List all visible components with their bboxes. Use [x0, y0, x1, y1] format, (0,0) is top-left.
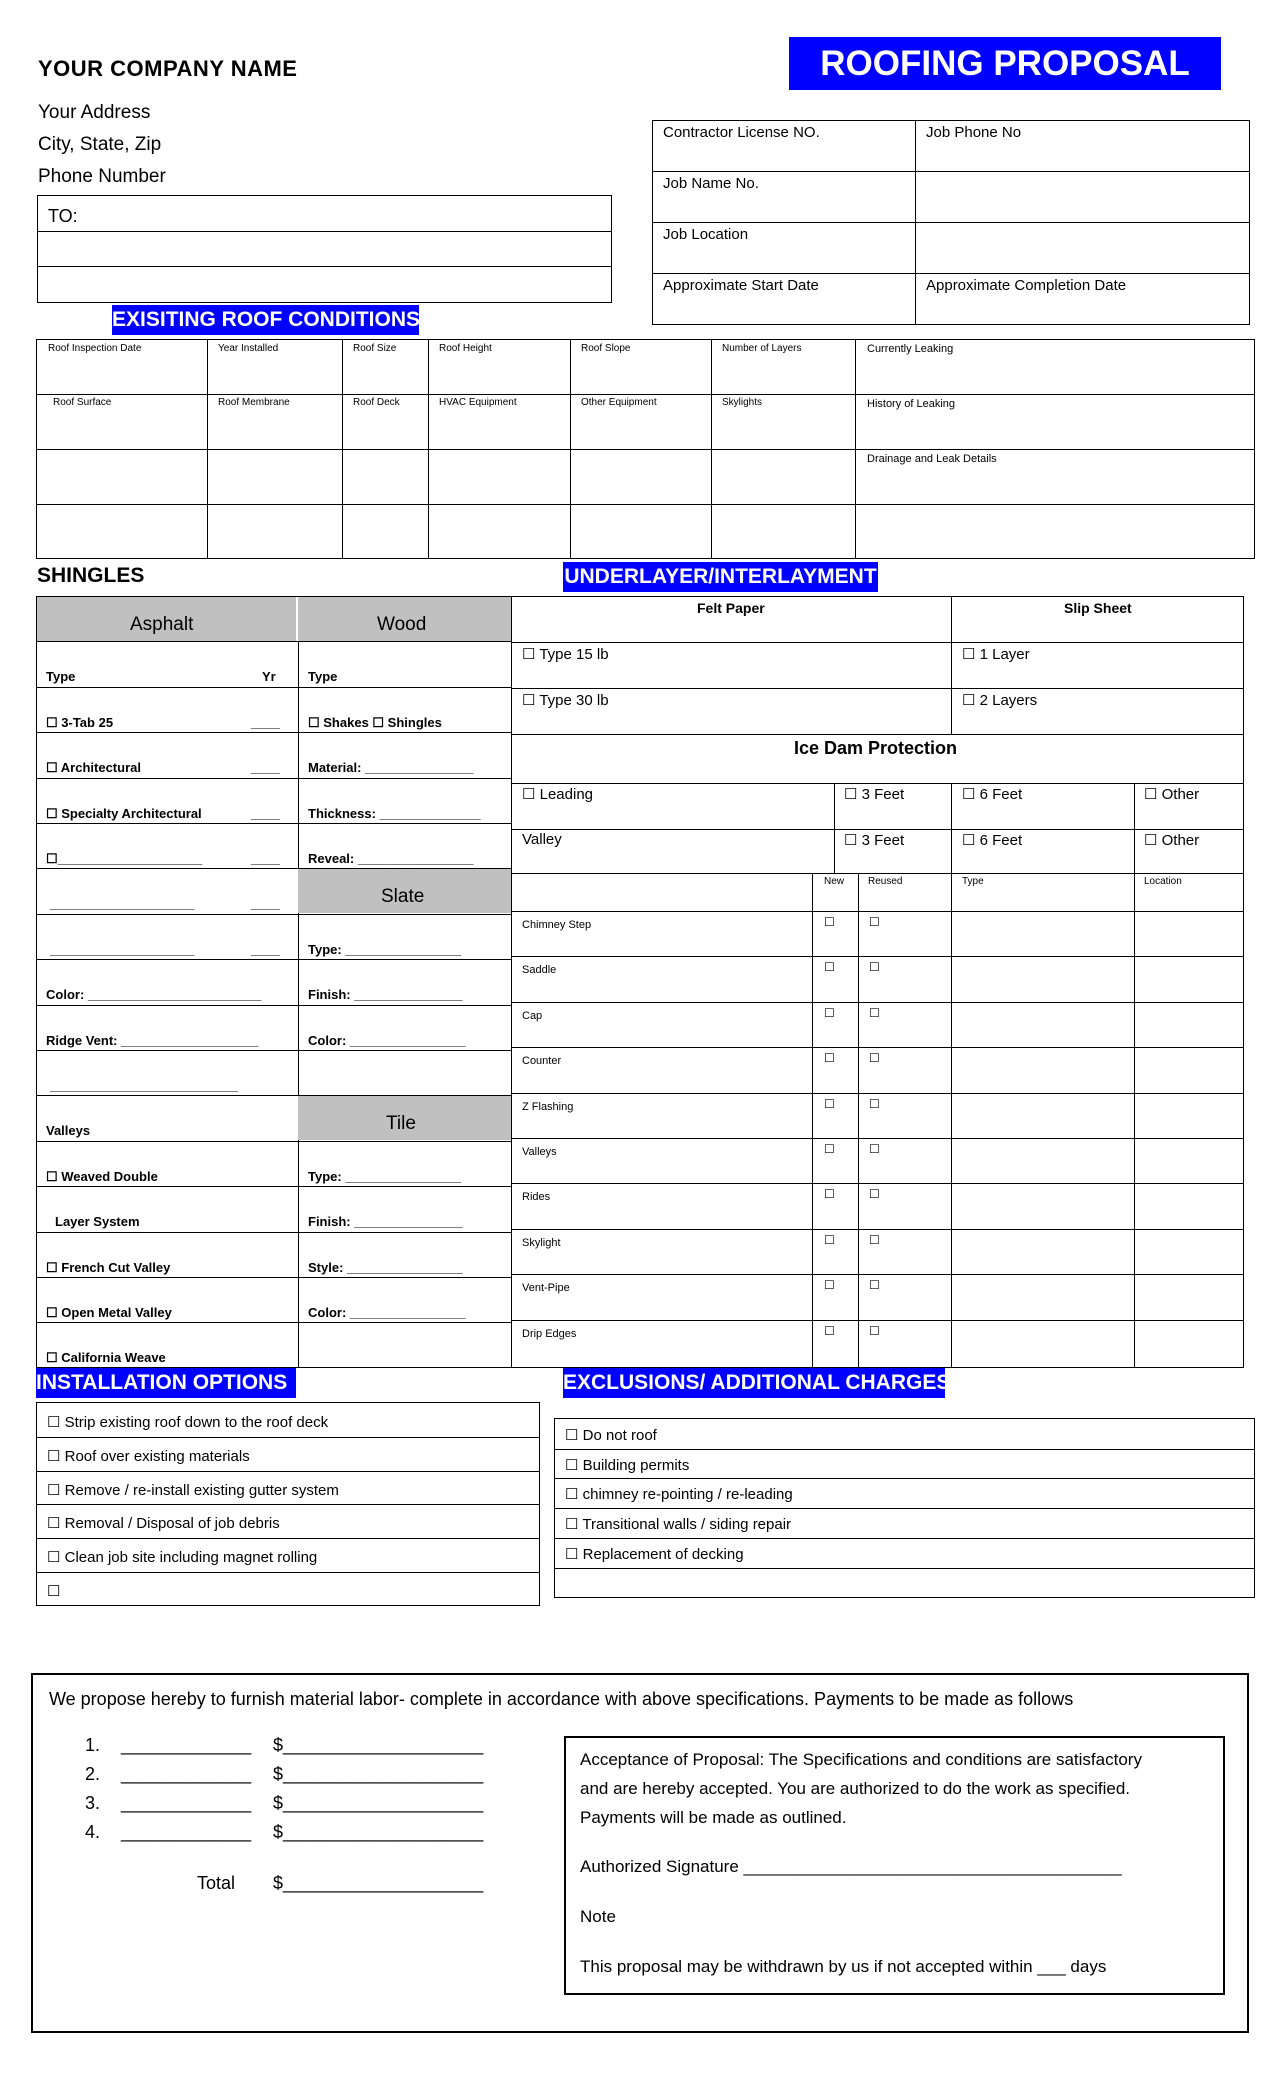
- shingle-left-item[interactable]: ____________________: [50, 896, 195, 912]
- shingle-left-item[interactable]: Ridge Vent: ___________________: [46, 1032, 259, 1048]
- company-address: Your Address: [38, 102, 151, 123]
- install-option[interactable]: ☐ Remove / re-install existing gutter system: [47, 1481, 339, 1499]
- shingles-title: SHINGLES: [37, 564, 145, 587]
- leading-6-feet[interactable]: ☐ 6 Feet: [962, 786, 1023, 803]
- to-box: [37, 195, 612, 303]
- shingle-left-item[interactable]: ☐ Weaved Double: [46, 1168, 158, 1184]
- roof-height[interactable]: Roof Height: [439, 343, 492, 354]
- withdraw-text: This proposal may be withdrawn by us if not accepted within ___ days: [580, 1957, 1107, 1976]
- flashing-row-label: Z Flashing: [522, 1100, 574, 1113]
- shingle-right-item[interactable]: Color: ________________: [308, 1032, 466, 1048]
- payment-line-number: 4.: [85, 1822, 101, 1842]
- roof-size[interactable]: Roof Size: [353, 343, 397, 354]
- underlay-grid: [511, 596, 1244, 874]
- total-amount[interactable]: $____________________: [273, 1873, 484, 1893]
- type-15-checkbox[interactable]: ☐ Type 15 lb: [522, 646, 609, 663]
- payment-line-description[interactable]: _____________: [121, 1764, 252, 1784]
- flashing-reused-checkbox[interactable]: ☐: [869, 1278, 880, 1293]
- shingle-left-item[interactable]: ☐ 3-Tab 25: [46, 714, 114, 730]
- shingle-left-item[interactable]: ____________________: [50, 941, 195, 957]
- year-blank[interactable]: ____: [251, 941, 280, 957]
- shingle-right-item[interactable]: Type: [308, 669, 338, 685]
- flashing-new-checkbox[interactable]: ☐: [824, 1278, 835, 1293]
- slate-header: Slate: [381, 886, 425, 908]
- payment-line-amount[interactable]: $____________________: [273, 1822, 484, 1842]
- shingle-right-item[interactable]: Style: ________________: [308, 1259, 463, 1275]
- job-info-table: [652, 120, 1250, 325]
- total-label: Total: [197, 1873, 236, 1893]
- year-blank[interactable]: ____: [251, 851, 280, 866]
- payment-line-amount[interactable]: $____________________: [273, 1764, 484, 1784]
- flashing-reused-checkbox[interactable]: ☐: [869, 1187, 880, 1202]
- flashing-reused-checkbox[interactable]: ☐: [869, 1323, 880, 1338]
- wood-header: Wood: [377, 614, 427, 635]
- history-of-leaking[interactable]: History of Leaking: [867, 398, 956, 410]
- shingle-left-item[interactable]: ☐ Open Metal Valley: [46, 1305, 172, 1320]
- exclusion-item[interactable]: ☐ Transitional walls / siding repair: [565, 1516, 792, 1534]
- shingle-left-item[interactable]: __________________________: [50, 1078, 238, 1093]
- flashing-reused-checkbox[interactable]: ☐: [869, 1096, 880, 1111]
- shingle-left-item[interactable]: ☐ Architectural: [46, 760, 141, 776]
- year-blank[interactable]: ____: [251, 714, 280, 730]
- shingle-right-item[interactable]: Thickness: ______________: [308, 805, 481, 821]
- payment-line-description[interactable]: _____________: [121, 1793, 252, 1813]
- existing-grid: [36, 339, 1255, 559]
- contractor-license[interactable]: Contractor License NO.: [653, 121, 916, 172]
- roof-surface[interactable]: Roof Surface: [53, 397, 112, 408]
- slip-sheet-header: Slip Sheet: [1064, 600, 1132, 616]
- roof-membrane[interactable]: Roof Membrane: [218, 397, 290, 408]
- leading-checkbox[interactable]: ☐ Leading: [522, 786, 594, 803]
- valley-other[interactable]: ☐ Other: [1144, 832, 1200, 849]
- flashing-reused-header: Reused: [868, 876, 903, 887]
- shingle-left-item[interactable]: Valleys: [46, 1123, 91, 1139]
- skylights[interactable]: Skylights: [722, 397, 763, 408]
- shingle-left-item[interactable]: Color: ________________________: [46, 987, 262, 1003]
- year-installed[interactable]: Year Installed: [218, 343, 279, 354]
- exclusion-item[interactable]: ☐ Do not roof: [565, 1427, 657, 1444]
- asphalt-header: Asphalt: [130, 614, 194, 635]
- flashing-new-checkbox[interactable]: ☐: [824, 960, 835, 975]
- company-phone: Phone Number: [38, 166, 166, 187]
- flashing-reused-checkbox[interactable]: ☐: [869, 1142, 880, 1156]
- drainage-leak-details[interactable]: Drainage and Leak Details: [867, 453, 997, 465]
- shingle-right-item[interactable]: Material: _______________: [308, 760, 474, 776]
- flashing-new-checkbox[interactable]: ☐: [824, 1187, 835, 1202]
- roof-deck[interactable]: Roof Deck: [353, 397, 400, 408]
- job-name[interactable]: Job Name No.: [653, 172, 916, 223]
- flashing-new-checkbox[interactable]: ☐: [824, 1142, 835, 1156]
- acceptance-text-3: Payments will be made as outlined.: [580, 1808, 847, 1827]
- leading-other[interactable]: ☐ Other: [1144, 786, 1200, 803]
- flashing-reused-checkbox[interactable]: ☐: [869, 1005, 880, 1020]
- one-layer-checkbox[interactable]: ☐ 1 Layer: [962, 646, 1030, 663]
- exclusion-item[interactable]: ☐ Replacement of decking: [565, 1545, 744, 1563]
- year-blank[interactable]: ____: [251, 805, 280, 821]
- year-label: Yr: [262, 669, 276, 685]
- flashing-row-label: Chimney Step: [522, 919, 592, 931]
- type-30-checkbox[interactable]: ☐ Type 30 lb: [522, 692, 609, 709]
- install-option[interactable]: ☐ Strip existing roof down to the roof deck: [47, 1414, 329, 1431]
- shingle-left-item[interactable]: ☐____________________: [46, 851, 203, 866]
- flashing-new-checkbox[interactable]: ☐: [824, 1005, 835, 1020]
- flashing-new-checkbox[interactable]: ☐: [824, 1051, 835, 1066]
- shingle-left-item[interactable]: Layer System: [55, 1214, 140, 1230]
- flashing-row-label: Rides: [522, 1191, 551, 1204]
- currently-leaking[interactable]: Currently Leaking: [867, 343, 954, 355]
- shingle-right-item[interactable]: Finish: _______________: [308, 1214, 463, 1230]
- shingle-right-item[interactable]: ☐ Shakes ☐ Shingles: [308, 714, 442, 730]
- roof-slope[interactable]: Roof Slope: [581, 343, 631, 354]
- exclusion-item[interactable]: ☐ chimney re-pointing / re-leading: [565, 1486, 793, 1504]
- flashing-new-checkbox[interactable]: ☐: [824, 915, 835, 929]
- shingle-right-item[interactable]: Type: ________________: [308, 941, 461, 957]
- flashing-row-label: Drip Edges: [522, 1327, 577, 1340]
- payment-box: [31, 1673, 1249, 2033]
- note-label[interactable]: Note: [580, 1907, 616, 1926]
- flashing-reused-checkbox[interactable]: ☐: [869, 960, 880, 975]
- two-layers-checkbox[interactable]: ☐ 2 Layers: [962, 692, 1038, 709]
- to-label: TO:: [48, 206, 78, 226]
- shingle-left-item[interactable]: ☐ Specialty Architectural: [46, 805, 202, 821]
- install-option[interactable]: ☐ Clean job site including magnet rolling: [47, 1549, 318, 1567]
- payment-line-amount[interactable]: $____________________: [273, 1793, 484, 1813]
- leading-3-feet[interactable]: ☐ 3 Feet: [844, 786, 905, 803]
- flashing-row-label: Counter: [522, 1055, 562, 1068]
- exclusions-title: EXCLUSIONS/ ADDITIONAL CHARGES: [563, 1368, 945, 1398]
- valley-3-feet[interactable]: ☐ 3 Feet: [844, 832, 905, 849]
- flashing-reused-checkbox[interactable]: ☐: [869, 915, 880, 929]
- install-option[interactable]: ☐ Roof over existing materials: [47, 1447, 250, 1465]
- year-blank[interactable]: ____: [251, 760, 280, 776]
- flashing-reused-checkbox[interactable]: ☐: [869, 1051, 880, 1066]
- valley-label: Valley: [522, 831, 562, 848]
- install-list: [36, 1402, 540, 1606]
- job-name-value[interactable]: [916, 172, 1250, 223]
- payment-line-description[interactable]: _____________: [121, 1822, 252, 1842]
- shingle-right-item[interactable]: Type: ________________: [308, 1168, 461, 1184]
- job-location-value[interactable]: [916, 223, 1250, 274]
- flashing-new-checkbox[interactable]: ☐: [824, 1232, 835, 1247]
- flashing-row-label: Saddle: [522, 964, 557, 977]
- flashing-new-checkbox[interactable]: ☐: [824, 1323, 835, 1338]
- company-city: City, State, Zip: [38, 134, 162, 155]
- shingles-grid: [36, 596, 512, 1368]
- number-of-layers[interactable]: Number of Layers: [722, 343, 802, 354]
- company-name: YOUR COMPANY NAME: [38, 56, 298, 81]
- ice-dam-title: Ice Dam Protection: [794, 738, 958, 758]
- hvac-equipment[interactable]: HVAC Equipment: [439, 397, 517, 408]
- tile-header: Tile: [386, 1113, 416, 1135]
- acceptance-text-1: Acceptance of Proposal: The Specifications and conditions are satisfactory: [580, 1750, 1142, 1769]
- year-blank[interactable]: ____: [251, 896, 280, 912]
- shingle-left-item[interactable]: ☐ French Cut Valley: [46, 1259, 171, 1275]
- payment-line-number: 3.: [85, 1793, 101, 1813]
- job-phone[interactable]: Job Phone No: [916, 121, 1250, 172]
- payment-line-description[interactable]: _____________: [121, 1735, 252, 1755]
- flashing-row-label: Cap: [522, 1009, 543, 1022]
- flashing-row-label: Valleys: [522, 1146, 557, 1158]
- payment-line-number: 2.: [85, 1764, 101, 1784]
- roof-inspection-date[interactable]: Roof Inspection Date: [48, 343, 142, 354]
- authorized-signature[interactable]: Authorized Signature ________________________________________: [580, 1857, 1122, 1876]
- shingle-right-item[interactable]: Reveal: ________________: [308, 851, 474, 866]
- install-option[interactable]: ☐ Removal / Disposal of job debris: [47, 1515, 280, 1533]
- shingle-right-item[interactable]: Color: ________________: [308, 1305, 466, 1320]
- flashing-row-label: Skylight: [522, 1236, 561, 1249]
- install-title: INSTALLATION OPTIONS: [36, 1368, 296, 1398]
- payment-line-number: 1.: [85, 1735, 101, 1755]
- shingle-left-item[interactable]: Type: [46, 669, 76, 685]
- existing-title: EXISITING ROOF CONDITIONS: [112, 305, 419, 335]
- payment-intro: We propose hereby to furnish material labor- complete in accordance with above specifications. Payments to be made as follows: [49, 1689, 1074, 1709]
- page-title: ROOFING PROPOSAL: [789, 37, 1221, 90]
- underlay-title: UNDERLAYER/INTERLAYMENT: [563, 562, 878, 592]
- flashing-new-checkbox[interactable]: ☐: [824, 1096, 835, 1111]
- payment-line-amount[interactable]: $____________________: [273, 1735, 484, 1755]
- exclusions-list: [554, 1418, 1255, 1598]
- flashing-new-header: New: [824, 876, 845, 887]
- flashing-type-header: Type: [962, 876, 984, 887]
- shingle-right-item[interactable]: Finish: _______________: [308, 987, 463, 1003]
- job-location[interactable]: Job Location: [653, 223, 916, 274]
- other-equipment[interactable]: Other Equipment: [581, 397, 657, 408]
- start-date[interactable]: Approximate Start Date: [653, 274, 916, 325]
- shingle-left-item[interactable]: ☐ California Weave: [46, 1350, 166, 1366]
- exclusion-item[interactable]: ☐ Building permits: [565, 1456, 690, 1474]
- completion-date[interactable]: Approximate Completion Date: [916, 274, 1250, 325]
- flashing-reused-checkbox[interactable]: ☐: [869, 1232, 880, 1247]
- install-option[interactable]: ☐: [47, 1583, 61, 1600]
- flashing-grid: [511, 874, 1244, 1368]
- flashing-row-label: Vent-Pipe: [522, 1282, 570, 1295]
- acceptance-box: [564, 1736, 1225, 1995]
- flashing-location-header: Location: [1144, 876, 1182, 887]
- acceptance-text-2: and are hereby accepted. You are authorized to do the work as specified.: [580, 1779, 1131, 1798]
- felt-paper-header: Felt Paper: [697, 600, 765, 616]
- valley-6-feet[interactable]: ☐ 6 Feet: [962, 832, 1023, 849]
